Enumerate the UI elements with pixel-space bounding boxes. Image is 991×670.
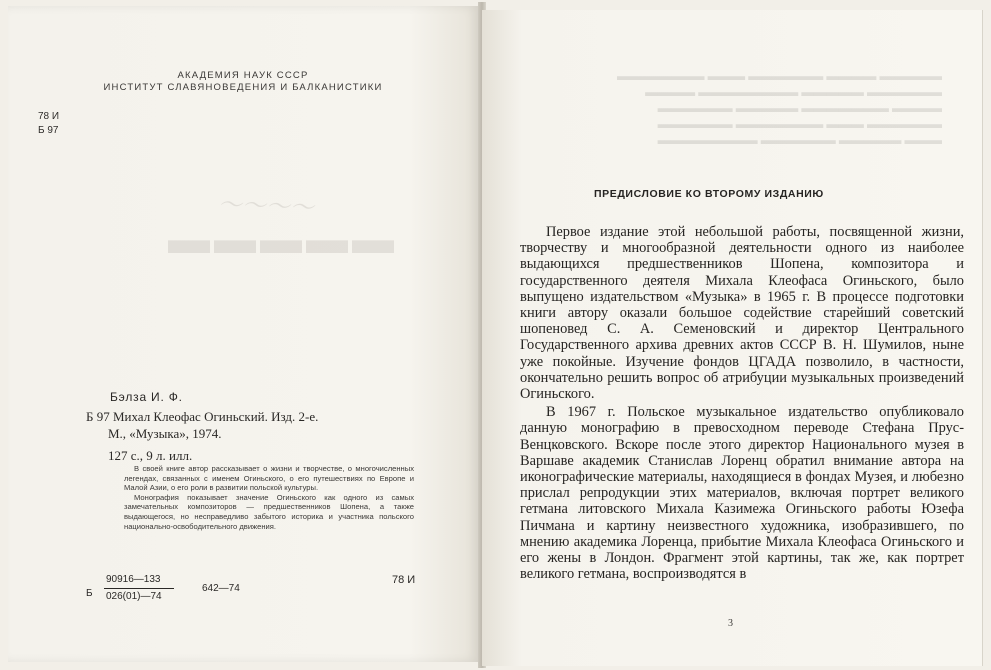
preface-paragraph-1: Первое издание этой небольшой работы, посвященной жизни, творчеству и многообразной деятельности одного из наиболее выдающихся предшественников Шопена, композитора и государственного деятеля Михала Клеофаса Огиньского, было выпущено издательством «Музыка» в 1965 г. В процессе подготовки книги автору оказали большое содействие старейший советский шопеновед С. А. Семеновский и директор Центрального Государственного архива древних актов СССР В. Н. Шумилов, ныне уже покойные. Изучение фондов ЦГАДА позволило, в частности, окончательно решить вопрос об атрибуции музыкальных произведений Огиньского. [520, 224, 964, 403]
classification-code [38, 110, 59, 138]
classification-code-line1: 78 И [38, 111, 60, 122]
bbk-number: 642—74 [202, 583, 240, 594]
catalog-title-line2: М., «Музыка», 1974. [108, 426, 222, 441]
annotation-paragraph-1: В своей книге автор рассказывает о жизни и творчестве, о многочисленных легендах, связанных с именем Огиньского, о его путешествиях по Европе и Малой Азии, о его роли в развитии польской культуры. [124, 464, 414, 493]
right-page [482, 10, 982, 666]
annotation-paragraph-2: Монография показывает значение Огиньского как одного из самых замечательных композиторов — предшественников Шопена, а также выдающегося, но несправедливо забытого историка и участника польского национально-освободительного движения. [124, 492, 414, 531]
catalog-title-line1: Б 97 Михал Клеофас Огиньский. Изд. 2-е. [86, 409, 319, 424]
show-through-text: ▬▬▬▬▬ ▬▬▬▬ ▬▬▬▬▬▬ ▬▬▬ ▬▬▬▬▬▬▬ ▬▬▬▬▬▬ ▬▬▬▬▬ ▬▬▬▬▬▬▬▬ ▬▬▬▬ ▬▬▬▬ ▬▬▬▬▬▬▬ ▬▬▬▬▬ ▬▬▬▬▬▬ ▬▬▬▬▬▬ ▬▬▬ ▬▬▬▬▬▬▬ ▬▬▬▬▬▬ ▬▬▬ ▬▬▬▬▬ ▬▬▬▬▬▬ ▬▬▬▬▬▬▬▬ [617, 69, 942, 147]
show-through-title: ▬▬▬▬▬ [168, 217, 398, 263]
bbk-numerator: 90916—133 [106, 574, 161, 585]
catalog-annotation [124, 464, 414, 531]
show-through-text: 〜〜〜〜 [217, 192, 315, 222]
publisher-institute: ИНСТИТУТ СЛАВЯНОВЕДЕНИЯ И БАЛКАНИСТИКИ [103, 82, 383, 93]
catalog-title-block [86, 408, 456, 442]
bbk-code: 78 И [392, 574, 416, 586]
catalog-author: Бэлза И. Ф. [110, 390, 183, 404]
preface-paragraph-2: В 1967 г. Польское музыкальное издательство опубликовало данную монографию в превосходном переводе Стефана Прус-Венцковского. Вскоре после этого директор Национального музея в Варшаве академик Станислав Лоренц обратил внимание автора на иконографические материалы, находящиеся в фондах Музея, и любезно прислал репродукции этих материалов, включая портрет великого гетмана литовского Михала Казимежа Огиньского работы Юзефа Пичмана и картину неизвестного художника, изобразившего, по мнению академика Лоренца, прибытие Михала Клеофаса Огиньского и его жены в Лондон. Фрагмент этой картины, так же, как портрет великого гетмана, воспроизводятся в [520, 404, 964, 583]
bbk-fraction-line [104, 588, 174, 589]
publisher-academy: АКАДЕМИЯ НАУК СССР [177, 70, 309, 81]
page-number: 3 [728, 618, 733, 629]
classification-code-line2: Б 97 [38, 125, 59, 136]
preface-title: ПРЕДИСЛОВИЕ КО ВТОРОМУ ИЗДАНИЮ [594, 188, 824, 200]
bbk-denominator: 026(01)—74 [106, 591, 162, 602]
publisher-header [68, 70, 418, 94]
bbk-index-block [86, 574, 446, 610]
bbk-letter: Б [86, 588, 93, 599]
catalog-pages: 127 с., 9 л. илл. [108, 448, 193, 463]
preface-body [520, 224, 964, 584]
left-page [8, 6, 480, 662]
